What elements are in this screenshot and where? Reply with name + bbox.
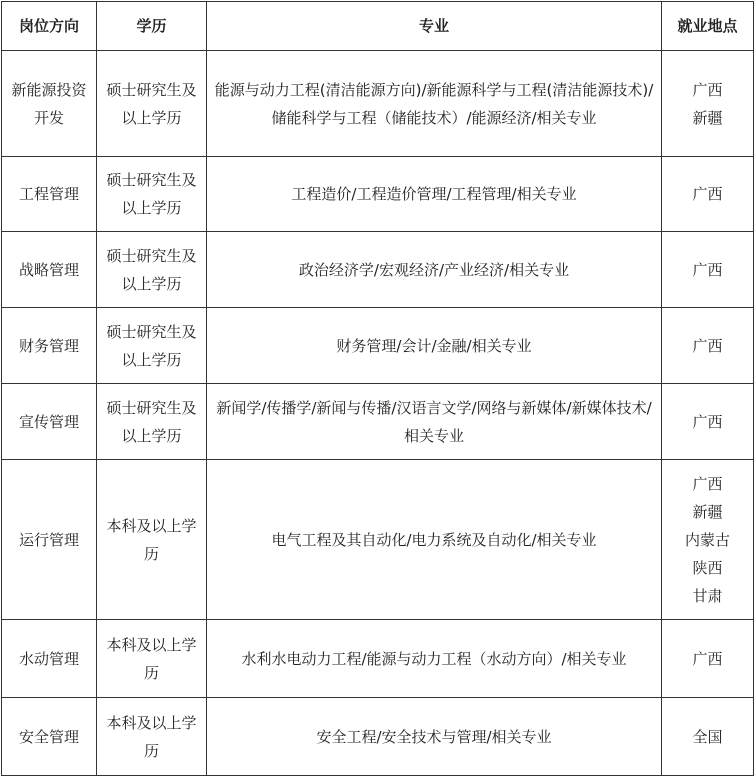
cell-education: 硕士研究生及以上学历	[97, 308, 207, 384]
table-row	[2, 460, 754, 620]
cell-major: 工程造价/工程造价管理/工程管理/相关专业	[207, 157, 662, 232]
location-item: 新疆	[692, 108, 723, 127]
cell-direction: 工程管理	[2, 157, 97, 232]
cell-education: 硕士研究生及以上学历	[97, 232, 207, 308]
cell-location	[662, 157, 754, 232]
header-row	[2, 2, 754, 51]
cell-education: 本科及以上学历	[97, 460, 207, 620]
location-item: 全国	[692, 727, 723, 746]
header-education: 学历	[97, 2, 207, 51]
cell-major: 能源与动力工程(清洁能源方向)/新能源科学与工程(清洁能源技术)/储能科学与工程（储能技术）/能源经济/相关专业	[207, 51, 662, 157]
cell-major: 新闻学/传播学/新闻与传播/汉语言文学/网络与新媒体/新媒体技术/相关专业	[207, 384, 662, 460]
location-item: 内蒙古	[684, 530, 730, 549]
table-body	[2, 51, 754, 776]
location-item: 甘肃	[692, 586, 723, 605]
table-row	[2, 384, 754, 460]
location-item: 广西	[692, 260, 723, 279]
recruitment-table	[1, 1, 754, 776]
table-row	[2, 620, 754, 698]
header-location: 就业地点	[662, 2, 754, 51]
table-row	[2, 51, 754, 157]
cell-education: 硕士研究生及以上学历	[97, 51, 207, 157]
cell-major: 财务管理/会计/金融/相关专业	[207, 308, 662, 384]
location-item: 广西	[692, 80, 723, 99]
table-row	[2, 232, 754, 308]
cell-location	[662, 698, 754, 776]
cell-location	[662, 460, 754, 620]
location-item: 广西	[692, 649, 723, 668]
cell-direction: 安全管理	[2, 698, 97, 776]
cell-major: 政治经济学/宏观经济/产业经济/相关专业	[207, 232, 662, 308]
table-row	[2, 308, 754, 384]
cell-major: 水利水电动力工程/能源与动力工程（水动方向）/相关专业	[207, 620, 662, 698]
cell-location	[662, 51, 754, 157]
table-row	[2, 157, 754, 232]
cell-major: 电气工程及其自动化/电力系统及自动化/相关专业	[207, 460, 662, 620]
cell-direction: 运行管理	[2, 460, 97, 620]
location-item: 新疆	[692, 502, 723, 521]
location-item: 广西	[692, 185, 723, 203]
cell-direction: 财务管理	[2, 308, 97, 384]
cell-education: 硕士研究生及以上学历	[97, 384, 207, 460]
cell-education: 硕士研究生及以上学历	[97, 157, 207, 232]
cell-location	[662, 232, 754, 308]
cell-major: 安全工程/安全技术与管理/相关专业	[207, 698, 662, 776]
location-item: 广西	[692, 474, 723, 493]
cell-location	[662, 308, 754, 384]
location-item: 广西	[692, 336, 723, 355]
cell-education: 本科及以上学历	[97, 620, 207, 698]
cell-direction: 战略管理	[2, 232, 97, 308]
header-major: 专业	[207, 2, 662, 51]
cell-education: 本科及以上学历	[97, 698, 207, 776]
location-item: 陕西	[692, 558, 723, 577]
cell-direction: 宣传管理	[2, 384, 97, 460]
cell-location	[662, 384, 754, 460]
cell-location	[662, 620, 754, 698]
cell-direction: 水动管理	[2, 620, 97, 698]
header-direction: 岗位方向	[2, 2, 97, 51]
cell-direction: 新能源投资开发	[2, 51, 97, 157]
table-row	[2, 698, 754, 776]
location-item: 广西	[692, 412, 723, 431]
